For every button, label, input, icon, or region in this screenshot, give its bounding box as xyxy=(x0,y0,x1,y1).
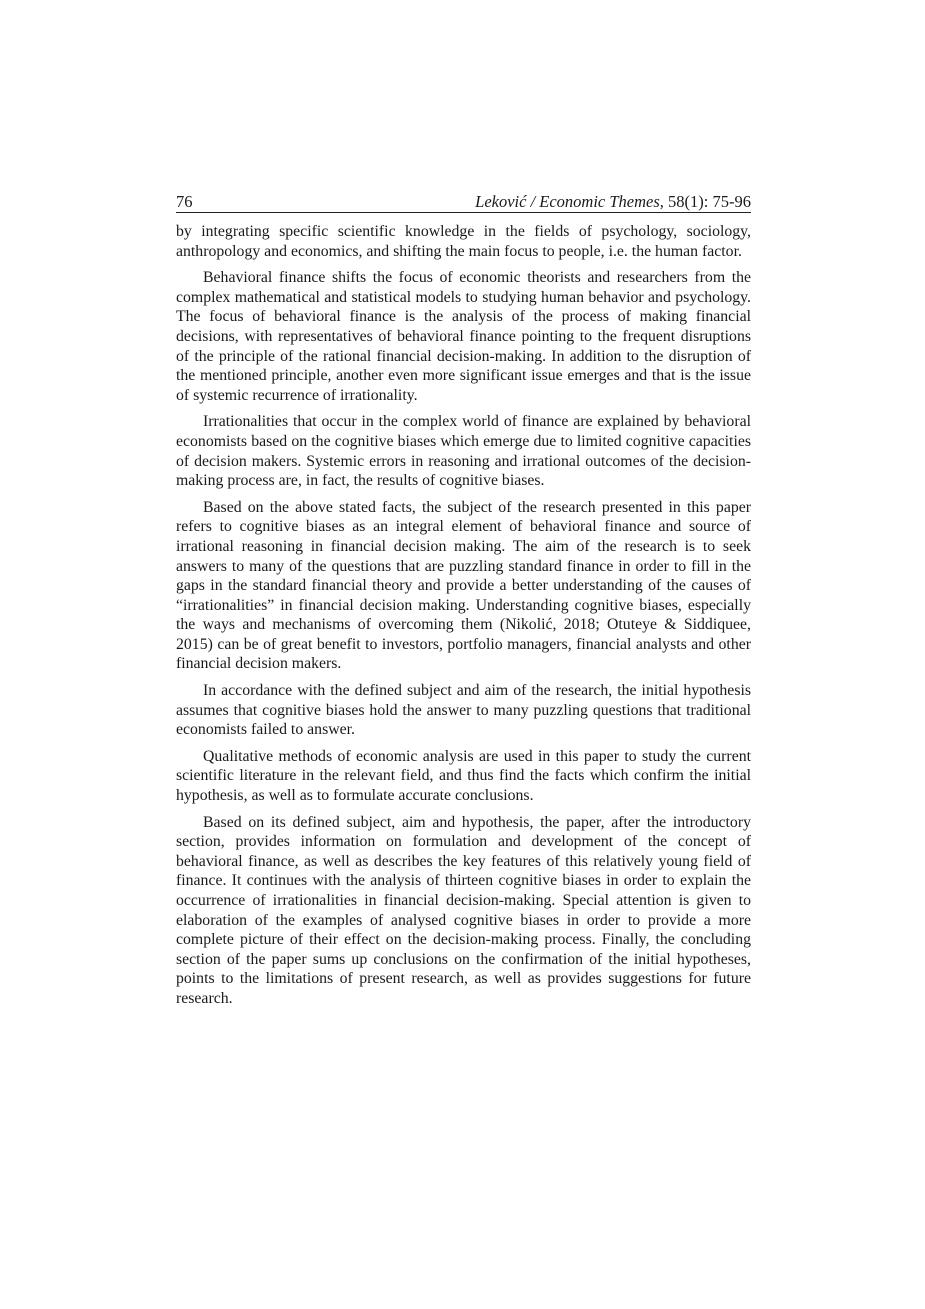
header-citation xyxy=(475,191,751,212)
paragraph: Based on the above stated facts, the subject of the research presented in this paper refers to cognitive biases as an integral element of behavioral finance and source of irrational reasoning in financial decision making. The aim of the research is to seek answers to many of the questions that are puzzling standard finance in order to fill in the gaps in the standard financial theory and provide a better understanding of the causes of “irrationalities” in financial decision making. Understanding cognitive biases, especially the ways and mechanisms of overcoming them (Nikolić, 2018; Otuteye & Siddiquee, 2015) can be of great benefit to investors, portfolio managers, financial analysts and other financial decision makers. xyxy=(176,498,751,673)
author-journal: Leković / Economic Themes, xyxy=(475,192,664,211)
paragraph: Qualitative methods of economic analysis are used in this paper to study the current scientific literature in the relevant field, and thus find the facts which confirm the initial hypothesis, as well as to formulate accurate conclusions. xyxy=(176,747,751,805)
paragraph-continuation: by integrating specific scientific knowledge in the fields of psychology, sociology, anthropology and economics, and shifting the main focus to people, i.e. the human factor. xyxy=(176,223,751,260)
volume-pages: 58(1): 75-96 xyxy=(668,192,751,211)
paragraph: Irrationalities that occur in the complex world of finance are explained by behavioral economists based on the cognitive biases which emerge due to limited cognitive capacities of decision makers. Systemic errors in reasoning and irrational outcomes of the decision-making process are, in fact, the results of cognitive biases. xyxy=(176,413,751,490)
page-number: 76 xyxy=(176,192,193,211)
page xyxy=(176,191,751,1016)
paragraph: Based on its defined subject, aim and hypothesis, the paper, after the introductory section, provides information on formulation and development of the concept of behavioral finance, as well as describes the key features of this relatively young field of finance. It continues with the analysis of thirteen cognitive biases in order to explain the occurrence of irrationalities in financial decision-making. Special attention is given to elaboration of the examples of analysed cognitive biases in order to provide a more complete picture of their effect on the decision-making process. Finally, the concluding section of the paper sums up conclusions on the confirmation of the initial hypotheses, points to the limitations of present research, as well as provides suggestions for future research. xyxy=(176,813,751,1007)
running-header xyxy=(176,191,751,213)
paragraph: Behavioral finance shifts the focus of economic theorists and researchers from the complex mathematical and statistical models to studying human behavior and psychology. The focus of behavioral finance is the analysis of the process of making financial decisions, with representatives of behavioral finance pointing to the frequent disruptions of the principle of the rational financial decision-making. In addition to the disruption of the mentioned principle, another even more significant issue emerges and that is the issue of systemic recurrence of irrationality. xyxy=(176,269,751,404)
body-text xyxy=(176,222,751,1009)
paragraph: In accordance with the defined subject and aim of the research, the initial hypothesis assumes that cognitive biases hold the answer to many puzzling questions that traditional economists failed to answer. xyxy=(176,682,751,739)
